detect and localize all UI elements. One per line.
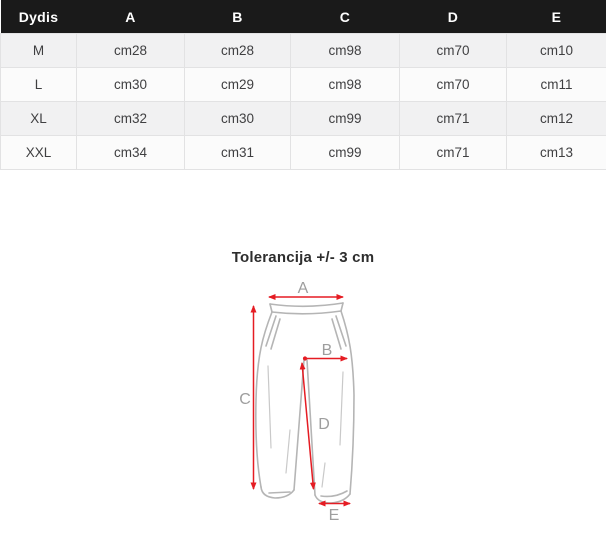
column-header-a: A	[77, 0, 185, 34]
label-b: B	[321, 342, 333, 359]
measurement-cell: cm12	[507, 102, 606, 136]
measurement-cell: cm28	[185, 34, 291, 68]
measurement-cell: cm99	[291, 136, 400, 170]
arrow-b-origin-dot	[303, 356, 307, 360]
measurement-cell: cm11	[507, 68, 606, 102]
label-c: C	[239, 391, 251, 408]
measurement-cell: cm32	[77, 102, 185, 136]
tolerance-note: Tolerancija +/- 3 cm	[231, 249, 375, 266]
label-d: D	[318, 416, 330, 433]
measurement-cell: cm71	[400, 102, 507, 136]
column-header-d: D	[400, 0, 507, 34]
measurement-cell: cm30	[185, 102, 291, 136]
measurement-cell: cm99	[291, 102, 400, 136]
measurement-cell: cm31	[185, 136, 291, 170]
measurement-cell: cm13	[507, 136, 606, 170]
size-cell: L	[1, 68, 77, 102]
measurement-cell: cm98	[291, 34, 400, 68]
column-header-size: Dydis	[1, 0, 77, 34]
label-a: A	[297, 280, 309, 297]
size-cell: XXL	[1, 136, 77, 170]
label-e: E	[328, 507, 340, 524]
measurement-cell: cm98	[291, 68, 400, 102]
measurement-cell: cm70	[400, 34, 507, 68]
size-cell: XL	[1, 102, 77, 136]
measurement-cell: cm29	[185, 68, 291, 102]
column-header-e: E	[507, 0, 606, 34]
size-cell: M	[1, 34, 77, 68]
measurement-cell: cm34	[77, 136, 185, 170]
measurement-cell: cm70	[400, 68, 507, 102]
measurement-cell: cm30	[77, 68, 185, 102]
column-header-b: B	[185, 0, 291, 34]
measurement-cell: cm71	[400, 136, 507, 170]
column-header-c: C	[291, 0, 400, 34]
measurement-cell: cm10	[507, 34, 606, 68]
measurement-cell: cm28	[77, 34, 185, 68]
